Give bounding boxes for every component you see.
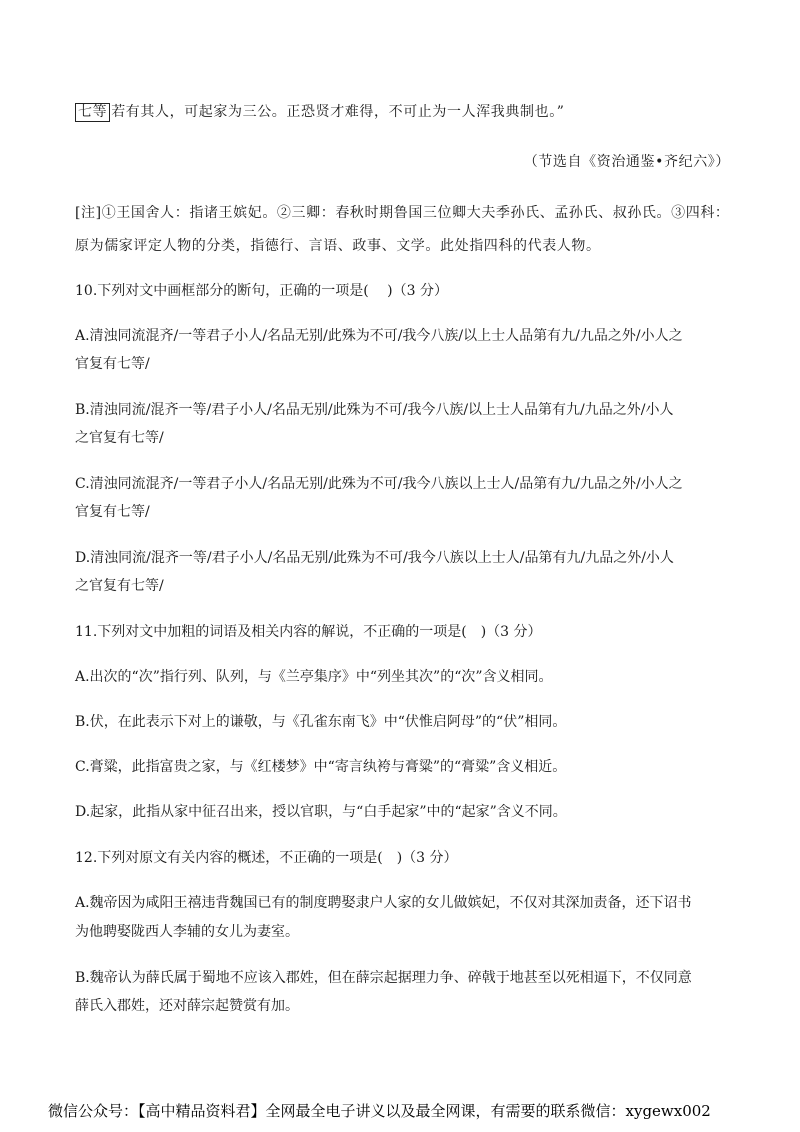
q11-option-b: B.伏，在此表示下对上的谦敬，与《孔雀东南飞》中“伏惟启阿母”的“伏”相同。 — [75, 714, 567, 730]
note-line-2: 原为儒家评定人物的分类，指德行、言语、政事、文学。此处指四科的代表人物。 — [75, 238, 601, 254]
q10-option-d-line1: D.清浊同流/混齐一等/君子小人/名品无别/此殊为不可/我今八族以上士人/品第有九/九品之外/小人 — [75, 550, 674, 566]
q12-option-a-line2: 为他聘娶陇西人李辅的女儿为妻室。 — [75, 924, 299, 940]
note-line-1: [注]①王国舍人：指诸王嫔妃。②三卿：春秋时期鲁国三位卿大夫季孙氏、孟孙氏、叔孙氏。③四科： — [75, 205, 730, 221]
q10-option-c-line1: C.清浊同流混齐/一等君子小人/名品无别/此殊为不可/我今八族以上士人/品第有九/九品之外/小人之 — [75, 476, 683, 492]
passage-line-end — [75, 102, 730, 122]
q10-stem: 10.下列对文中画框部分的断句，正确的一项是( )（3 分） — [75, 283, 448, 299]
q12-stem: 12.下列对原文有关内容的概述，不正确的一项是( )（3 分） — [75, 850, 458, 866]
q11-option-a: A.出次的“次”指行列、队列，与《兰亭集序》中“列坐其次”的“次”含义相同。 — [75, 669, 553, 685]
q12-option-a-line1: A.魏帝因为咸阳王禧违背魏国已有的制度聘娶隶户人家的女儿做嫔妃，不仅对其深加责备，还下诏书 — [75, 895, 692, 911]
passage-source: （节选自《资治通鉴•齐纪六》） — [523, 154, 730, 170]
q10-option-c-line2: 官复有七等/ — [75, 504, 150, 520]
q12-option-b-line1: B.魏帝认为薛氏属于蜀地不应该入郡姓，但在薛宗起据理力争、碎戟于地甚至以死相逼下，不仅同意 — [75, 970, 692, 986]
footer-wechat-notice: 微信公众号：【高中精品资料君】全网最全电子讲义以及最全网课，有需要的联系微信：xygewx002 — [48, 1102, 711, 1120]
q10-option-a-line2: 官复有七等/ — [75, 356, 150, 372]
q11-option-c: C.膏粱，此指富贵之家，与《红楼梦》中“寄言纨袴与膏粱”的“膏粱”含义相近。 — [75, 759, 567, 775]
q12-option-b-line2: 薛氏入郡姓，还对薛宗起赞赏有加。 — [75, 998, 299, 1014]
q10-option-d-line2: 之官复有七等/ — [75, 578, 164, 594]
q10-option-b-line2: 之官复有七等/ — [75, 430, 164, 446]
q10-option-b-line1: B.清浊同流/混齐一等/君子小人/名品无别/此殊为不可/我今八族/以上士人品第有九/九品之外/小人 — [75, 402, 674, 418]
q10-option-a-line1: A.清浊同流混齐/一等君子小人/名品无别/此殊为不可/我今八族/以上士人品第有九/九品之外/小人之 — [75, 328, 683, 344]
q11-option-d: D.起家，此指从家中征召出来，授以官职，与“白手起家”中的“起家”含义不同。 — [75, 804, 567, 820]
passage-text: 若有其人，可起家为三公。正恐贤才难得，不可止为一人浑我典制也。” — [111, 104, 565, 120]
q11-stem: 11.下列对文中加粗的词语及相关内容的解说，不正确的一项是( )（3 分） — [75, 624, 542, 640]
boxed-text: 七等 — [75, 103, 110, 122]
